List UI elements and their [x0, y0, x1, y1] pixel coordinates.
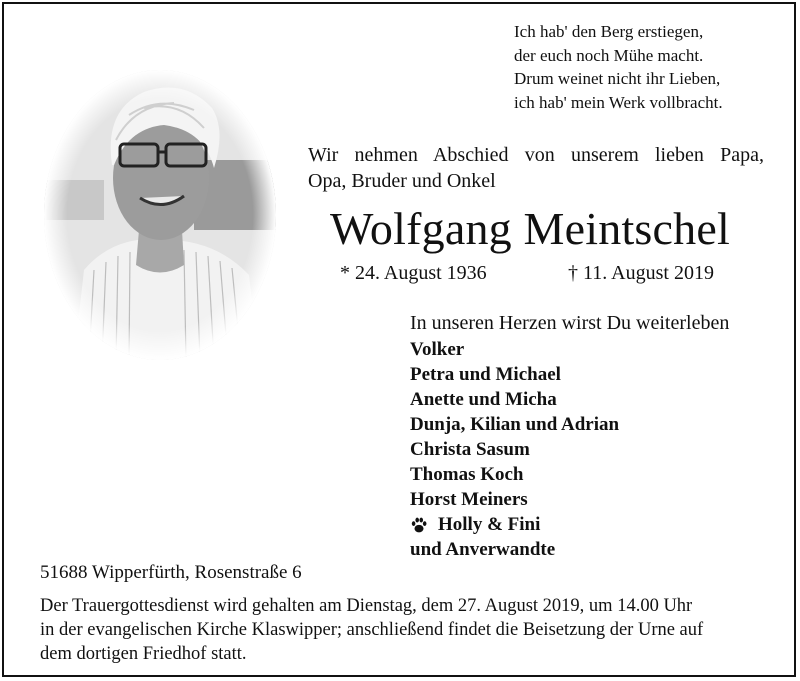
service-info: [40, 594, 760, 666]
mourner-name: Anette und Micha: [410, 389, 557, 410]
mourner-name: Christa Sasum: [410, 439, 530, 460]
poem: [514, 20, 723, 114]
mourners-closing: und Anverwandte: [410, 539, 556, 560]
intro-line: Opa, Bruder und Onkel: [308, 170, 496, 192]
poem-line: Drum weinet nicht ihr Lieben,: [514, 69, 721, 88]
mourners-list: [410, 337, 619, 562]
service-line: in der evangelischen Kirche Klaswipper; anschließend findet die Beisetzung der Urne auf: [40, 620, 704, 640]
pets-line: [410, 512, 619, 537]
service-line: dem dortigen Friedhof statt.: [40, 644, 247, 664]
mourner-name: Petra und Michael: [410, 364, 561, 385]
death-date: † 11. August 2019: [568, 262, 714, 284]
portrait-photo: [44, 70, 276, 360]
poem-line: der euch noch Mühe macht.: [514, 45, 704, 65]
mourners-heading: In unseren Herzen wirst Du weiterleben: [410, 312, 730, 334]
intro-line: Wir nehmen Abschied von unserem lieben Papa,: [308, 144, 764, 166]
poem-line: Ich hab' den Berg erstiegen,: [514, 22, 704, 41]
intro-text: [308, 142, 764, 194]
mourner-name: Thomas Koch: [410, 464, 524, 485]
poem-line: ich hab' mein Werk vollbracht.: [514, 92, 723, 112]
service-line: Der Trauergottesdienst wird gehalten am Dienstag, dem 27. August 2019, um 14.00 Uhr: [40, 596, 693, 616]
mourner-name: Volker: [410, 339, 465, 360]
paw-print-icon: [410, 516, 428, 534]
mourner-name: Horst Meiners: [410, 489, 528, 510]
mourner-name: Dunja, Kilian und Adrian: [410, 414, 620, 435]
deceased-name: Wolfgang Meintschel: [330, 203, 730, 254]
address: 51688 Wipperfürth, Rosenstraße 6: [40, 562, 302, 583]
birth-date: * 24. August 1936: [340, 262, 487, 284]
pets-names: Holly & Fini: [438, 514, 541, 535]
